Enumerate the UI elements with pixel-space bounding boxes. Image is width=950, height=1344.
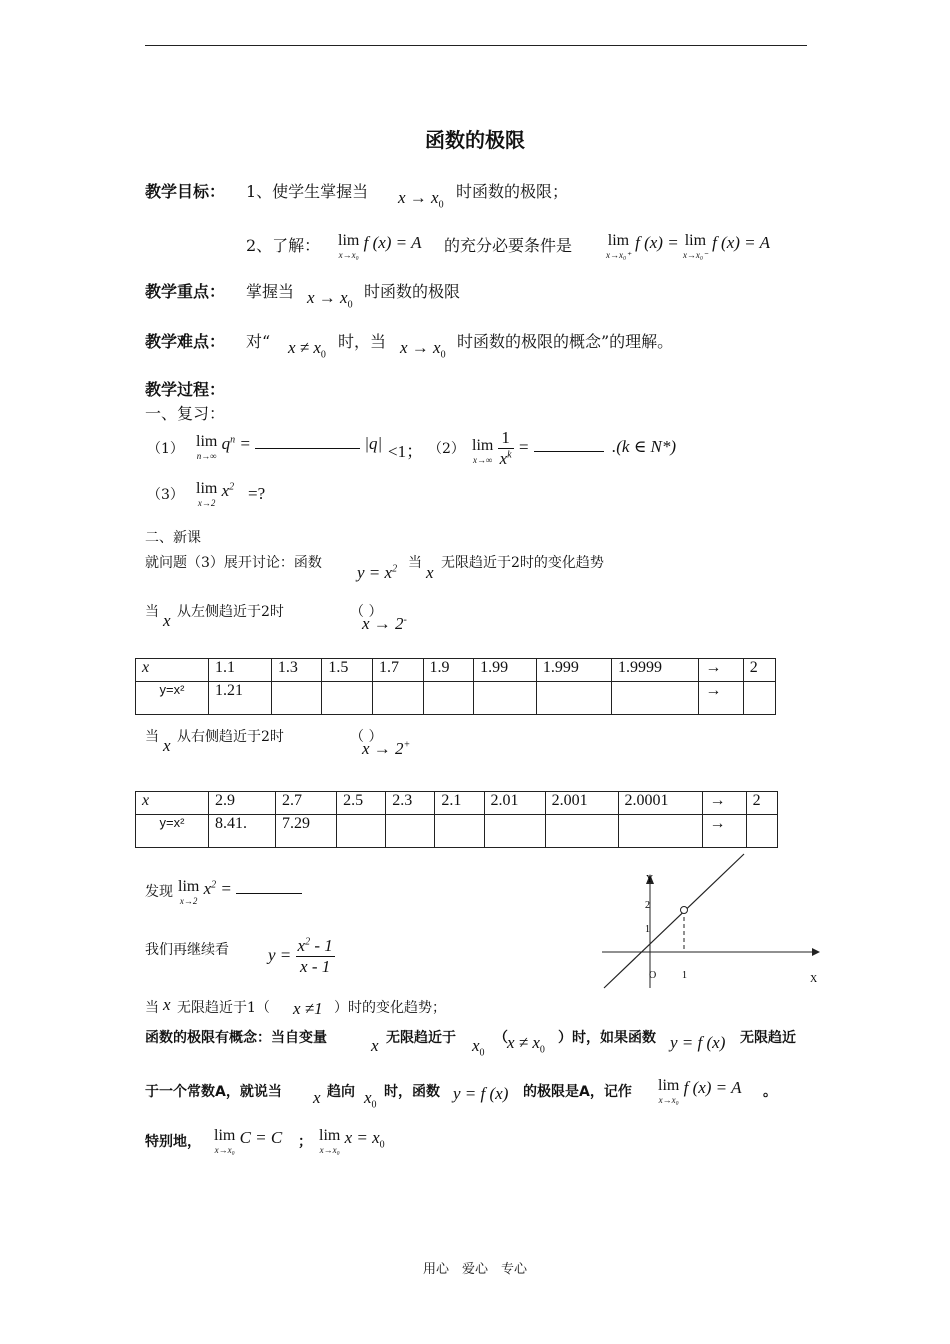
page-title: 函数的极限 xyxy=(425,128,525,152)
table-cell: 2.5 xyxy=(337,792,386,815)
table-cell: 1.9999 xyxy=(611,659,698,682)
definition-x0: $x_0$ xyxy=(472,1036,485,1059)
table-cell: → xyxy=(703,815,746,848)
table-cell xyxy=(611,682,698,715)
table-cell xyxy=(618,815,703,848)
review-q1-cond: <1； xyxy=(388,442,424,461)
new-lesson-intro-p1: 就问题（3）展开讨论：函数 xyxy=(145,555,322,571)
definition-p10: 。 xyxy=(763,1084,777,1100)
table-row xyxy=(136,659,776,682)
review-q1-label: （1） xyxy=(147,441,184,457)
left-table xyxy=(135,658,776,715)
key-point-label: 教学重点： xyxy=(145,282,226,301)
table-cell: 1.5 xyxy=(322,659,373,682)
table-cell: 1.1 xyxy=(209,659,272,682)
definition-p8: 时，函数 xyxy=(384,1084,440,1100)
new-lesson-x: x xyxy=(426,563,434,582)
table-cell xyxy=(484,815,545,848)
right-text: 从右侧趋近于2时 xyxy=(177,729,284,745)
discover-label: 发现 xyxy=(145,884,173,900)
difficulty-expr-2: $x \to x_0$ xyxy=(400,338,446,361)
special-sep: ； xyxy=(298,1134,312,1150)
function-line xyxy=(604,854,744,988)
process-label: 教学过程： xyxy=(145,380,226,399)
definition-limit: lim x→x₀ f (x) = A xyxy=(658,1077,742,1105)
left-arrow-text: x → 2 xyxy=(362,614,404,633)
left-x: x xyxy=(163,611,171,630)
review-q3-expr: lim x→2 $x^2$ xyxy=(196,480,235,508)
trend-x: x xyxy=(163,995,171,1014)
right-paren: （ ） xyxy=(350,729,383,745)
objective-2-expr: lim x→x₀ f (x) = A xyxy=(338,232,422,260)
difficulty-expr-1: $x \ne x_0$ xyxy=(288,338,326,361)
objective-2-mid: 的充分必要条件是 xyxy=(444,236,573,255)
difficulty-p2: 时，当 xyxy=(338,332,387,351)
table-cell: → xyxy=(703,792,746,815)
trend-expr: x ≠1 xyxy=(293,999,323,1018)
definition-p1: 函数的极限有概念：当自变量 xyxy=(145,1030,327,1046)
new-lesson-intro-p3: 无限趋近于2时的变化趋势 xyxy=(441,555,604,571)
objective-1-suffix: 时函数的极限； xyxy=(456,182,569,201)
left-paren: （ ） xyxy=(350,604,383,620)
table-cell xyxy=(271,682,322,715)
table-cell: 1.999 xyxy=(536,659,611,682)
table-cell xyxy=(386,815,435,848)
review-q2-expr: lim x→∞ $\frac{1}{x^k}$ = xyxy=(472,428,604,469)
key-point-prefix: 掌握当 xyxy=(246,282,295,301)
footer: 用心 爱心 专心 xyxy=(422,1262,527,1277)
table-cell: 2.1 xyxy=(435,792,484,815)
table-cell: 8.41. xyxy=(209,815,276,848)
right-table xyxy=(135,791,778,848)
table-cell: 2.0001 xyxy=(618,792,703,815)
table-cell: 2.3 xyxy=(386,792,435,815)
definition-x-2: x xyxy=(313,1088,321,1107)
new-lesson-func: $y = x^2$ xyxy=(357,563,398,582)
table-cell: → xyxy=(699,659,743,682)
objective-1-expr: $x \to x_0$ xyxy=(398,188,444,211)
table-cell xyxy=(743,682,775,715)
x-tick-label: 1 xyxy=(682,970,687,981)
table-cell: x xyxy=(136,792,209,815)
table-cell xyxy=(746,815,777,848)
review-q3-label: （3） xyxy=(147,487,184,503)
right-label: 当 xyxy=(145,729,159,745)
table-cell: 1.3 xyxy=(271,659,322,682)
table-cell: 2 xyxy=(746,792,777,815)
special-expr-2: lim x→x₀ $x = x_0$ xyxy=(319,1127,385,1155)
objectives-label: 教学目标： xyxy=(145,182,226,201)
table-cell xyxy=(545,815,618,848)
special-label: 特别地， xyxy=(145,1134,201,1150)
right-arrow xyxy=(362,739,410,759)
table-cell: 7.29 xyxy=(276,815,337,848)
discover-eq: = xyxy=(220,879,232,898)
key-point-suffix: 时函数的极限 xyxy=(364,282,461,301)
definition-p4: ）时，如果函数 xyxy=(558,1030,656,1046)
table-cell xyxy=(337,815,386,848)
origin-label: O xyxy=(649,970,657,981)
objective-2-prefix: 2、了解： xyxy=(246,236,321,255)
new-lesson-heading: 二、新课 xyxy=(145,530,201,546)
discover-expr: lim x→2 $x^2$ = xyxy=(178,879,302,906)
table-cell: 1.9 xyxy=(423,659,474,682)
table-cell: 2.001 xyxy=(545,792,618,815)
definition-func-2: y = f (x) xyxy=(453,1084,509,1103)
definition-func: y = f (x) xyxy=(670,1033,726,1052)
special-expr-1: lim x→x₀ C = C xyxy=(214,1127,283,1155)
table-cell: 2 xyxy=(743,659,775,682)
table-cell xyxy=(474,682,537,715)
definition-p2: 无限趋近于 xyxy=(386,1030,456,1046)
line-graph xyxy=(598,848,830,994)
definition-p3: （ xyxy=(494,1030,508,1046)
table-row xyxy=(136,682,776,715)
y-axis-label: Y xyxy=(646,874,654,885)
table-cell xyxy=(322,682,373,715)
table-cell: → xyxy=(699,682,743,715)
table-row xyxy=(136,792,778,815)
header-rule xyxy=(145,45,807,46)
trend-p3: ）时的变化趋势； xyxy=(334,1000,446,1016)
y-label-2: 2 xyxy=(645,900,650,911)
difficulty-p3: 时函数的极限的概念”的理解。 xyxy=(457,332,674,351)
table-cell: y=x² xyxy=(136,682,209,715)
table-cell: 1.99 xyxy=(474,659,537,682)
definition-x: x xyxy=(371,1036,379,1055)
review-q3-tail: =? xyxy=(248,484,266,503)
table-cell: x xyxy=(136,659,209,682)
table-cell: 1.21 xyxy=(209,682,272,715)
objective-2-condition: lim x→x₀⁺ f (x) = lim x→x₀⁻ f (x) = A xyxy=(606,232,770,260)
definition-p6: 于一个常数A，就说当 xyxy=(145,1084,282,1100)
trend-p2: 无限趋近于1（ xyxy=(177,1000,270,1016)
left-label: 当 xyxy=(145,604,159,620)
objective-1-prefix: 1、使学生掌握当 xyxy=(246,182,369,201)
review-q2-label: （2） xyxy=(428,441,465,457)
definition-p9: 的极限是A，记作 xyxy=(523,1084,632,1100)
definition-p5: 无限趋近 xyxy=(740,1030,796,1046)
difficulty-label: 教学难点： xyxy=(145,332,226,351)
table-cell: y=x² xyxy=(136,815,209,848)
hole-point xyxy=(681,907,688,914)
left-text: 从左侧趋近于2时 xyxy=(177,604,284,620)
right-x: x xyxy=(163,736,171,755)
table-cell xyxy=(423,682,474,715)
y-label-1: 1 xyxy=(645,924,650,935)
x-axis-label: X xyxy=(810,974,818,985)
key-point-expr: $x \to x_0$ xyxy=(307,288,353,311)
table-cell: 1.7 xyxy=(372,659,423,682)
review-q2-tail: .(k ∈ N*) xyxy=(612,437,677,456)
right-arrow-text: x → 2 xyxy=(362,739,404,758)
left-arrow xyxy=(362,614,407,634)
right-arrow-sup: + xyxy=(403,739,411,751)
table-cell xyxy=(435,815,484,848)
new-lesson-intro-p2: 当 xyxy=(408,555,422,571)
difficulty-p1: 对“ xyxy=(246,332,271,351)
trend-p1: 当 xyxy=(145,1000,159,1016)
table-cell: 2.7 xyxy=(276,792,337,815)
definition-p7: 趋向 xyxy=(327,1084,355,1100)
table-cell xyxy=(372,682,423,715)
table-row xyxy=(136,815,778,848)
definition-x0-2: $x_0$ xyxy=(364,1088,377,1111)
continue-expr: y = $\frac{x^2 - 1}{x - 1}$ xyxy=(268,936,333,976)
review-heading: 一、复习： xyxy=(145,404,226,423)
table-cell xyxy=(536,682,611,715)
table-cell: 2.9 xyxy=(209,792,276,815)
review-q1-expr: lim n→∞ $q^n = |q|$ xyxy=(196,433,383,461)
x-axis-arrow xyxy=(812,948,820,956)
continue-text: 我们再继续看 xyxy=(145,942,229,958)
definition-cond: $x \ne x_0$ xyxy=(507,1033,545,1056)
left-arrow-sup: - xyxy=(403,614,407,626)
table-cell: 2.01 xyxy=(484,792,545,815)
